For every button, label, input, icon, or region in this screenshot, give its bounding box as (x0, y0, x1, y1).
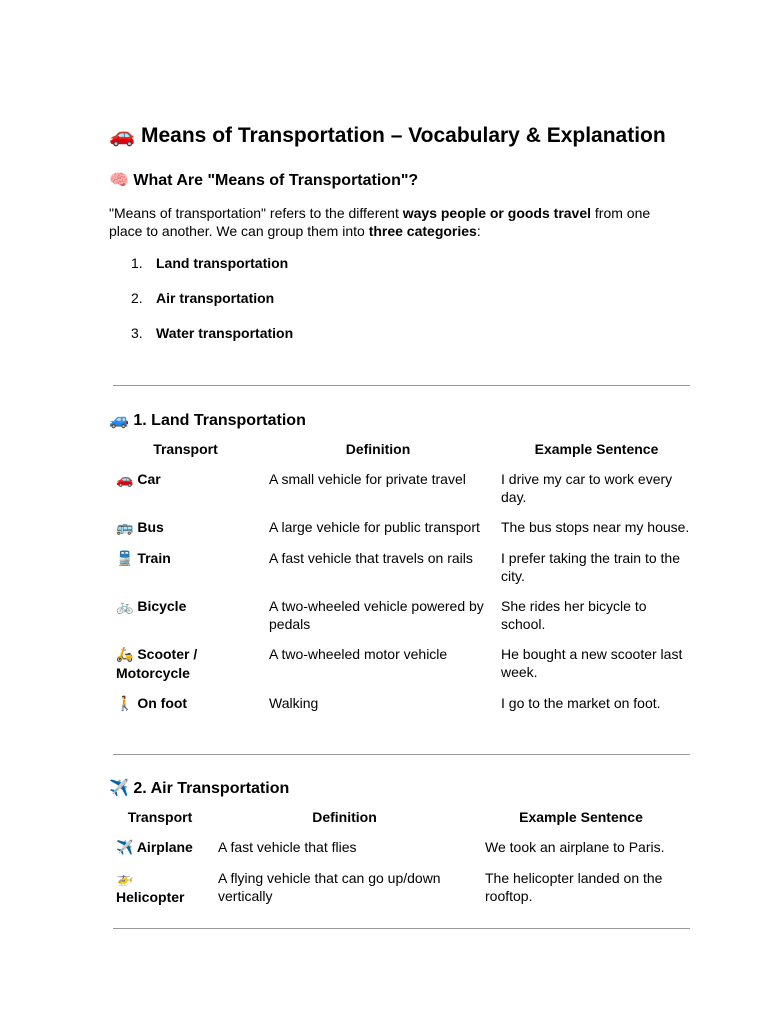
air-heading-text: 2. Air Transportation (133, 780, 290, 797)
suv-icon: 🚙 (109, 410, 129, 429)
divider (113, 754, 690, 755)
helicopter-icon: 🚁 (116, 871, 134, 887)
bus-icon: 🚌 (116, 520, 134, 536)
intro-bold-2: three categories (368, 223, 477, 239)
pedestrian-icon: 🚶 (116, 696, 134, 712)
table-row (109, 549, 699, 597)
intro-heading (109, 170, 418, 190)
transport-word: Train (137, 550, 171, 566)
transport-cell (109, 470, 262, 518)
list-item (131, 254, 293, 289)
list-item-label: Land transportation (156, 255, 289, 271)
list-item (131, 289, 293, 324)
intro-text-3: : (476, 223, 481, 239)
intro-paragraph (109, 204, 684, 240)
transport-word: Helicopter (116, 889, 185, 905)
car-icon: 🚗 (109, 123, 136, 147)
intro-heading-text: What Are "Means of Transportation"? (133, 172, 419, 189)
category-list (131, 254, 293, 359)
definition-cell: Walking (269, 695, 319, 711)
column-header: Definition (345, 441, 411, 457)
transport-cell (109, 518, 262, 549)
table-row (109, 838, 684, 869)
column-header: Example Sentence (534, 441, 659, 457)
transport-cell (109, 549, 262, 597)
divider (113, 928, 690, 929)
definition-cell: A small vehicle for private travel (269, 471, 466, 487)
air-transport-table (109, 808, 684, 918)
table-row (109, 597, 699, 645)
brain-icon: 🧠 (109, 170, 129, 189)
transport-word: On foot (137, 695, 188, 711)
table-row (109, 694, 699, 725)
page-title-text: Means of Transportation – Vocabulary & Explanation (141, 124, 666, 147)
definition-cell: A flying vehicle that can go up/down vertically (218, 870, 441, 904)
list-item-number: 2. (131, 290, 143, 306)
definition-cell: A two-wheeled vehicle powered by pedals (269, 598, 484, 632)
list-item-number: 1. (131, 255, 143, 271)
transport-cell (109, 645, 262, 694)
definition-cell: A two-wheeled motor vehicle (269, 646, 448, 662)
car-icon: 🚗 (116, 472, 134, 488)
transport-word: Car (137, 471, 161, 487)
transport-cell (109, 869, 211, 918)
transport-word: Scooter / Motorcycle (116, 646, 198, 681)
example-cell: I go to the market on foot. (501, 695, 661, 711)
column-header: Transport (127, 809, 193, 825)
land-heading-text: 1. Land Transportation (133, 412, 306, 429)
table-row (109, 645, 699, 694)
scooter-icon: 🛵 (116, 647, 134, 663)
table-header-row (109, 440, 699, 470)
example-cell: The helicopter landed on the rooftop. (485, 870, 663, 904)
example-cell: I drive my car to work every day. (501, 471, 673, 505)
table-row (109, 470, 699, 518)
example-cell: He bought a new scooter last week. (501, 646, 683, 680)
definition-cell: A large vehicle for public transport (269, 519, 480, 535)
airplane-icon: ✈️ (109, 778, 129, 797)
column-header: Transport (153, 441, 218, 457)
list-item-label: Air transportation (156, 290, 275, 306)
transport-word: Airplane (136, 839, 193, 855)
table-row (109, 518, 699, 549)
page-title (109, 123, 666, 148)
airplane-icon: ✈️ (116, 840, 134, 856)
example-cell: She rides her bicycle to school. (501, 598, 647, 632)
column-header: Example Sentence (519, 809, 643, 825)
transport-cell (109, 597, 262, 645)
column-header: Definition (312, 809, 377, 825)
transport-word: Bus (137, 519, 164, 535)
table-row (109, 869, 684, 918)
intro-text-1: "Means of transportation" refers to the different (109, 205, 403, 221)
land-transport-table (109, 440, 699, 725)
transport-cell (109, 694, 262, 725)
intro-bold-1: ways people or goods travel (402, 205, 592, 221)
bicycle-icon: 🚲 (116, 599, 134, 615)
air-heading (109, 778, 289, 798)
example-cell: The bus stops near my house. (501, 519, 690, 535)
list-item-number: 3. (131, 325, 143, 341)
train-icon: 🚆 (116, 551, 134, 567)
definition-cell: A fast vehicle that travels on rails (269, 550, 473, 566)
definition-cell: A fast vehicle that flies (218, 839, 357, 855)
list-item-label: Water transportation (156, 325, 294, 341)
intro-text-2: from one place to another. We can group them into (109, 205, 651, 239)
transport-cell (109, 838, 211, 869)
example-cell: I prefer taking the train to the city. (501, 550, 680, 584)
divider (113, 385, 690, 386)
example-cell: We took an airplane to Paris. (485, 839, 665, 855)
land-heading (109, 410, 306, 430)
list-item (131, 324, 293, 359)
table-header-row (109, 808, 684, 838)
transport-word: Bicycle (137, 598, 187, 614)
